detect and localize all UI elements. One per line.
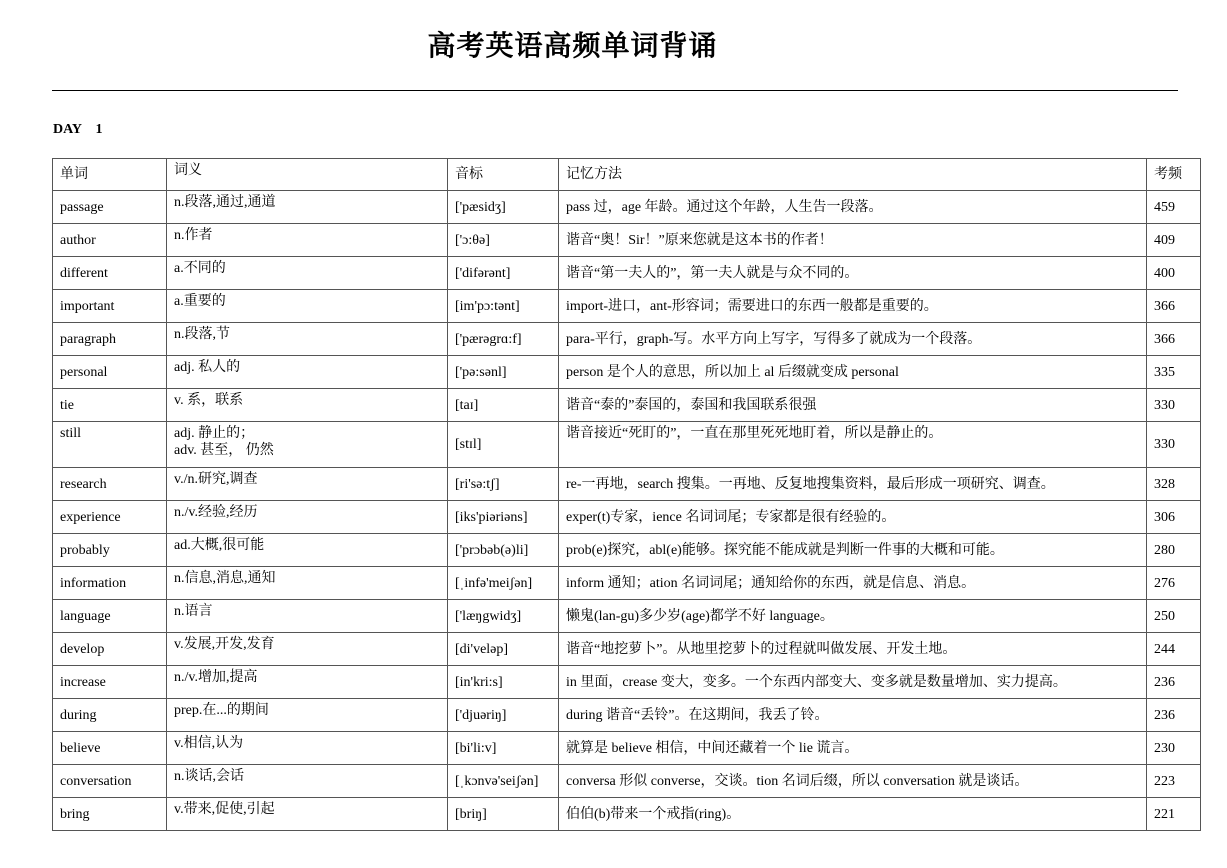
word-cell: believe (53, 732, 167, 765)
word-cell: passage (53, 191, 167, 224)
meaning-line: n.语言 (174, 604, 213, 619)
phonetic-cell: [bi'li:v] (448, 732, 559, 765)
frequency-cell: 459 (1147, 191, 1201, 224)
meaning-cell (167, 600, 448, 633)
table-row (53, 468, 1201, 501)
meaning-cell (167, 290, 448, 323)
phonetic-cell: ['djuəriŋ] (448, 699, 559, 732)
phonetic-cell: ['pæsidʒ] (448, 191, 559, 224)
frequency-cell: 236 (1147, 666, 1201, 699)
phonetic-cell: [im'pɔ:tənt] (448, 290, 559, 323)
memory-method-cell: 谐音“地挖萝卜”。从地里挖萝卜的过程就叫做发展、开发土地。 (559, 633, 1147, 666)
memory-method-cell: 谐音接近“死盯的”，一直在那里死死地盯着，所以是静止的。 (559, 422, 1147, 468)
meaning-cell (167, 633, 448, 666)
word-cell: author (53, 224, 167, 257)
frequency-cell: 400 (1147, 257, 1201, 290)
vocabulary-table-body (53, 159, 1201, 831)
word-cell: bring (53, 798, 167, 831)
word-cell: probably (53, 534, 167, 567)
meaning-cell (167, 323, 448, 356)
meaning-line: adj. 静止的； (174, 426, 255, 441)
header-frequency: 考频 (1147, 159, 1201, 191)
memory-method-cell: person 是个人的意思，所以加上 al 后缀就变成 personal (559, 356, 1147, 389)
memory-method-cell: inform 通知；ation 名词词尾；通知给你的东西，就是信息、消息。 (559, 567, 1147, 600)
meaning-cell (167, 732, 448, 765)
frequency-cell: 280 (1147, 534, 1201, 567)
meaning-line: v. 系，联系 (174, 393, 244, 408)
meaning-line: n.信息,消息,通知 (174, 571, 276, 586)
memory-method-cell: 伯伯(b)带来一个戒指(ring)。 (559, 798, 1147, 831)
table-row (53, 501, 1201, 534)
meaning-cell (167, 224, 448, 257)
meaning-line: v.发展,开发,发育 (174, 637, 275, 652)
phonetic-cell: [stɪl] (448, 422, 559, 468)
memory-method-cell: import-进口，ant-形容词；需要进口的东西一般都是重要的。 (559, 290, 1147, 323)
table-row (53, 389, 1201, 422)
title-divider (52, 90, 1178, 91)
table-row (53, 567, 1201, 600)
meaning-cell (167, 191, 448, 224)
memory-method-cell: 谐音“第一夫人的”，第一夫人就是与众不同的。 (559, 257, 1147, 290)
memory-method-cell: during 谐音“丢铃”。在这期间，我丢了铃。 (559, 699, 1147, 732)
memory-method-cell: 就算是 believe 相信，中间还藏着一个 lie 谎言。 (559, 732, 1147, 765)
table-row (53, 699, 1201, 732)
phonetic-cell: [iks'piəriəns] (448, 501, 559, 534)
meaning-line: ad.大概,很可能 (174, 538, 265, 553)
table-row (53, 257, 1201, 290)
frequency-cell: 236 (1147, 699, 1201, 732)
table-header-row (53, 159, 1201, 191)
word-cell: information (53, 567, 167, 600)
memory-method-cell: conversa 形似 converse，交谈。tion 名词后缀，所以 conversation 就是谈话。 (559, 765, 1147, 798)
word-cell: develop (53, 633, 167, 666)
memory-method-cell: pass 过，age 年龄。通过这个年龄，人生告一段落。 (559, 191, 1147, 224)
word-cell: conversation (53, 765, 167, 798)
meaning-line: n.段落,通过,通道 (174, 195, 276, 210)
meaning-line: adv. 甚至， 仍然 (174, 443, 274, 458)
phonetic-cell: [di'veləp] (448, 633, 559, 666)
header-word: 单词 (53, 159, 167, 191)
meaning-cell (167, 257, 448, 290)
meaning-cell (167, 699, 448, 732)
word-cell: experience (53, 501, 167, 534)
frequency-cell: 328 (1147, 468, 1201, 501)
table-row (53, 534, 1201, 567)
word-cell: important (53, 290, 167, 323)
meaning-cell (167, 765, 448, 798)
meaning-line: n.谈话,会话 (174, 769, 244, 784)
meaning-line: prep.在...的期间 (174, 703, 269, 718)
header-meaning: 词义 (167, 159, 448, 191)
phonetic-cell: [ˌkɔnvə'seiʃən] (448, 765, 559, 798)
phonetic-cell: [ri'sə:tʃ] (448, 468, 559, 501)
frequency-cell: 250 (1147, 600, 1201, 633)
memory-method-cell: 谐音“奥！Sir！”原来您就是这本书的作者！ (559, 224, 1147, 257)
memory-method-cell: 懒鬼(lan-gu)多少岁(age)都学不好 language。 (559, 600, 1147, 633)
word-cell: increase (53, 666, 167, 699)
frequency-cell: 366 (1147, 323, 1201, 356)
table-row (53, 798, 1201, 831)
frequency-cell: 221 (1147, 798, 1201, 831)
vocabulary-table (52, 158, 1201, 831)
meaning-cell (167, 666, 448, 699)
memory-method-cell: in 里面，crease 变大，变多。一个东西内部变大、变多就是数量增加、实力提高。 (559, 666, 1147, 699)
meaning-cell (167, 389, 448, 422)
phonetic-cell: [in'kri:s] (448, 666, 559, 699)
phonetic-cell: ['pærəgrɑ:f] (448, 323, 559, 356)
meaning-cell (167, 468, 448, 501)
table-row (53, 732, 1201, 765)
word-cell: during (53, 699, 167, 732)
table-row (53, 765, 1201, 798)
frequency-cell: 276 (1147, 567, 1201, 600)
meaning-line: n./v.增加,提高 (174, 670, 258, 685)
frequency-cell: 330 (1147, 389, 1201, 422)
word-cell: different (53, 257, 167, 290)
word-cell: language (53, 600, 167, 633)
frequency-cell: 244 (1147, 633, 1201, 666)
meaning-line: n./v.经验,经历 (174, 505, 258, 520)
table-row (53, 633, 1201, 666)
meaning-cell (167, 534, 448, 567)
phonetic-cell: ['ɔ:θə] (448, 224, 559, 257)
word-cell: still (53, 422, 167, 468)
phonetic-cell: [briŋ] (448, 798, 559, 831)
table-row (53, 323, 1201, 356)
meaning-line: v./n.研究,调查 (174, 472, 258, 487)
meaning-cell (167, 501, 448, 534)
meaning-line: a.重要的 (174, 294, 226, 309)
frequency-cell: 230 (1147, 732, 1201, 765)
meaning-line: v.带来,促使,引起 (174, 802, 275, 817)
phonetic-cell: ['læŋgwidʒ] (448, 600, 559, 633)
memory-method-cell: exper(t)专家，ience 名词词尾；专家都是很有经验的。 (559, 501, 1147, 534)
memory-method-cell: re-一再地，search 搜集。一再地、反复地搜集资料，最后形成一项研究、调查。 (559, 468, 1147, 501)
meaning-line: adj. 私人的 (174, 360, 241, 375)
day-label: DAY 1 (53, 122, 103, 137)
frequency-cell: 223 (1147, 765, 1201, 798)
frequency-cell: 409 (1147, 224, 1201, 257)
memory-method-cell: para-平行，graph-写。水平方向上写字，写得多了就成为一个段落。 (559, 323, 1147, 356)
phonetic-cell: [taɪ] (448, 389, 559, 422)
phonetic-cell: ['pə:sənl] (448, 356, 559, 389)
table-row (53, 191, 1201, 224)
phonetic-cell: ['prɔbəb(ə)li] (448, 534, 559, 567)
meaning-cell (167, 798, 448, 831)
table-row (53, 356, 1201, 389)
phonetic-cell: [ˌinfə'meiʃən] (448, 567, 559, 600)
frequency-cell: 330 (1147, 422, 1201, 468)
phonetic-cell: ['difərənt] (448, 257, 559, 290)
memory-method-cell: 谐音“泰的”泰国的，泰国和我国联系很强 (559, 389, 1147, 422)
table-row (53, 600, 1201, 633)
word-cell: research (53, 468, 167, 501)
frequency-cell: 366 (1147, 290, 1201, 323)
table-row (53, 290, 1201, 323)
header-phonetic: 音标 (448, 159, 559, 191)
meaning-cell (167, 422, 448, 468)
word-cell: tie (53, 389, 167, 422)
document-title: 高考英语高频单词背诵 (427, 31, 718, 62)
meaning-cell (167, 356, 448, 389)
table-row (53, 224, 1201, 257)
meaning-line: n.段落,节 (174, 327, 230, 342)
word-cell: personal (53, 356, 167, 389)
frequency-cell: 335 (1147, 356, 1201, 389)
memory-method-cell: prob(e)探究，abl(e)能够。探究能不能成就是判断一件事的大概和可能。 (559, 534, 1147, 567)
word-cell: paragraph (53, 323, 167, 356)
frequency-cell: 306 (1147, 501, 1201, 534)
header-memory-method: 记忆方法 (559, 159, 1147, 191)
meaning-cell (167, 567, 448, 600)
table-row (53, 666, 1201, 699)
table-row (53, 422, 1201, 468)
meaning-line: v.相信,认为 (174, 736, 244, 751)
meaning-line: n.作者 (174, 228, 213, 243)
meaning-line: a.不同的 (174, 261, 226, 276)
